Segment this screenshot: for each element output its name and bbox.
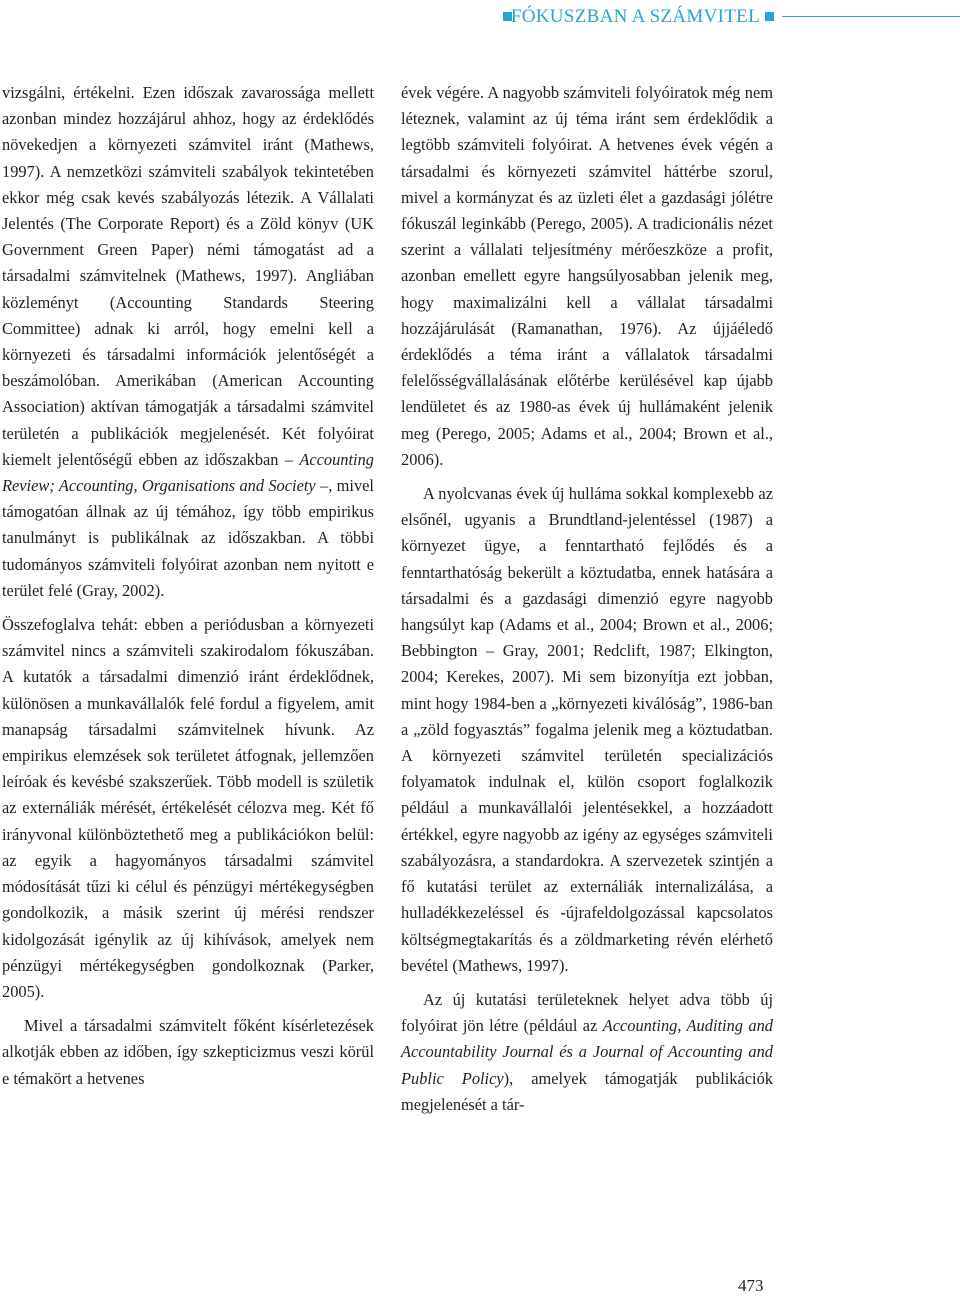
paragraph-text: vizsgálni, értékelni. Ezen időszak zavarossága mellett azonban mindez hozzájárul ahhoz, hogy az érdeklődés növekedjen a környezeti számvitel iránt (Mathews, 1997). A nemzetközi számviteli szabályok tekintetében ekkor még csak kevés szabályozás létezik. A Vállalati Jelentés (The Corporate Report) és a Zöld könyv (UK Government Green Paper) némi támogatást ad a társadalmi számvitelnek (Mathews, 1997). Angliában közleményt (Accounting Standards Steering Committee) adnak ki arról, hogy emelni kell a környezeti és társadalmi információk jelentőségét a beszámolóban. Amerikában (American Accounting Association) aktívan támogatják a társadalmi számvitel területén a publikációk megjelenését. Két folyóirat kiemelt jelentőségű ebben az időszakban – [2,83,374,469]
journal-titles: Accounting, Auditing and Accountability Journal és a Journal of Accounting and Public Policy [401,1016,773,1088]
page-number: 473 [738,1276,764,1295]
journal-titles: Accounting Review; Accounting, Organisations and Society [2,449,374,496]
left-column [2,80,374,1092]
paragraph-text: Az új kutatási területeknek helyet adva több új folyóirat jön létre (például az [401,989,773,1036]
page-header [0,0,960,40]
paragraph: Mivel a társadalmi számvitelt főként kísérletezések alkotják ebben az időben, így szkepticizmus veszi körül e témakört a hetvenes [2,1016,374,1088]
paragraph [401,987,773,1118]
paragraph: A nyolcvanas évek új hulláma sokkal komplexebb az elsőnél, ugyanis a Brundtland-jelentéssel (1987) a környezet ügye, a fenntartható fejlődés és a fenntarthatóság bekerült a köztudatba, ennek hatására a társadalmi és a gazdasági dimenzió egyre nagyobb hangsúlyt kap (Adams et al., 2004; Brown et al., 2006; Bebbington – Gray, 2001; Redclift, 1987; Elkington, 2004; Kerekes, 2007). Mi sem bizonyítja ezt jobban, mint hogy 1984-ben a „környezeti kiválóság”, 1986-ban a „zöld fogyasztás” fogalma jelenik meg a köztudatban. A környezeti számvitel területén specializációs folyamatok indulnak el, külön csoport foglalkozik például a munkavállalói jelentésekkel, a hozzáadott értékkel, egyre nagyobb az igény az egységes számviteli szabályozásra, a standardokra. A szervezetek szintjén a fő kutatási terület az externáliák internalizálása, a hulladékkezeléssel és -újrafeldolgozással kapcsolatos költségmegtakarítás és a zöldmarketing révén elérhető bevétel (Mathews, 1997). [401,484,773,975]
right-column [401,80,773,1118]
paragraph-text: –, mivel támogatóan állnak az új témához, így több empirikus tanulmányt is publikálnak az időszakban. A többi tudományos számviteli folyóirat azonban nem nyitott e terület felé (Gray, 2002). [2,476,374,600]
paragraph: Összefoglalva tehát: ebben a periódusban a környezeti számvitel nincs a számviteli szakirodalom fókuszában. A kutatók a társadalmi dimenzió iránt érdeklődnek, különösen a munkavállalók felé fordul a figyelem, amit manapság társadalmi számvitelnek hívunk. Az empirikus elemzések sok területet átfognak, jellemzően leíróak és kevésbé szakszerűek. Több modell is születik az externáliák mérését, értékelését célozva meg. Két fő irányvonal különböztethető meg a publikációkon belül: az egyik a hagyományos társadalmi számvitel módosítását tűzi ki célul és pénzügyi mértékegységben gondolkozik, a másik szerint új mérési rendszer kidolgozását igénylik az új kihívások, amelyek nem pénzügyi mértékegységben gondolkoznak (Parker, 2005). [2,615,374,1001]
header-rule [782,16,960,17]
paragraph-text: ), amelyek támogatják publikációk megjelenését a tár- [401,1068,773,1114]
paragraph: évek végére. A nagyobb számviteli folyóiratok még nem léteznek, valamint az új téma iránt sem érdeklődik a legtöbb számviteli folyóirat. A hetvenes évek végén a társadalmi és környezeti számvitel háttérbe szorul, mivel a kormányzat és az üzleti élet a gazdasági jólétre fókuszál leginkább (Perego, 2005). A tradicionális nézet szerint a vállalati teljesítmény mérőeszköze a profit, azonban emellett egyre hangsúlyosabban jelenik meg, hogy maximalizálni kell a vállalat társadalmi hozzájárulását (Ramanathan, 1976). Az újjáéledő érdeklődés a téma iránt a vállalatok társadalmi felelősségvállalásának előtérbe kerülésével kap újabb lendületet és az 1980-as évek új hullámaként jelenik meg (Perego, 2005; Adams et al., 2004; Brown et al., 2006). [401,83,773,469]
section-title: FÓKUSZBAN A SZÁMVITEL [510,6,760,27]
paragraph [2,80,374,604]
square-bullet-icon [765,12,774,21]
